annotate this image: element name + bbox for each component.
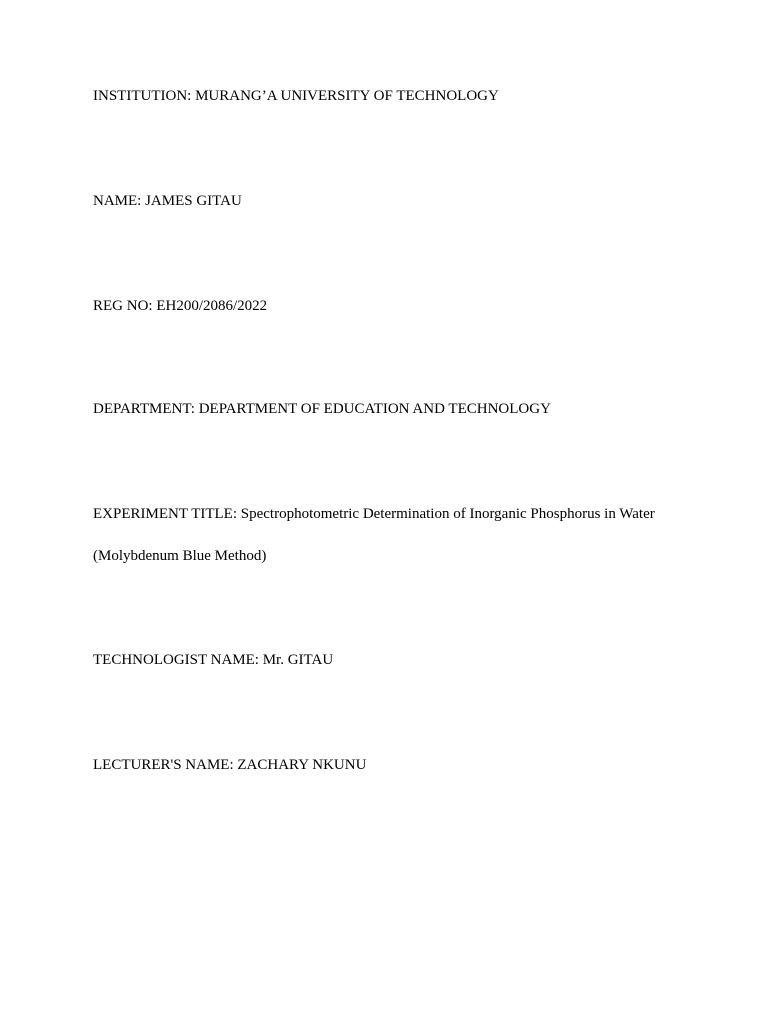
institution-line: INSTITUTION: MURANG’A UNIVERSITY OF TECHNOLOGY: [93, 88, 499, 104]
experiment-title-continuation: (Molybdenum Blue Method): [93, 548, 267, 564]
student-name-line: NAME: JAMES GITAU: [93, 193, 242, 209]
lecturer-name-line: LECTURER'S NAME: ZACHARY NKUNU: [93, 757, 367, 773]
department-line: DEPARTMENT: DEPARTMENT OF EDUCATION AND TECHNOLOGY: [93, 401, 551, 417]
experiment-title-line: EXPERIMENT TITLE: Spectrophotometric Determination of Inorganic Phosphorus in Water: [93, 506, 655, 522]
technologist-name-line: TECHNOLOGIST NAME: Mr. GITAU: [93, 652, 334, 668]
registration-number-line: REG NO: EH200/2086/2022: [93, 298, 268, 314]
